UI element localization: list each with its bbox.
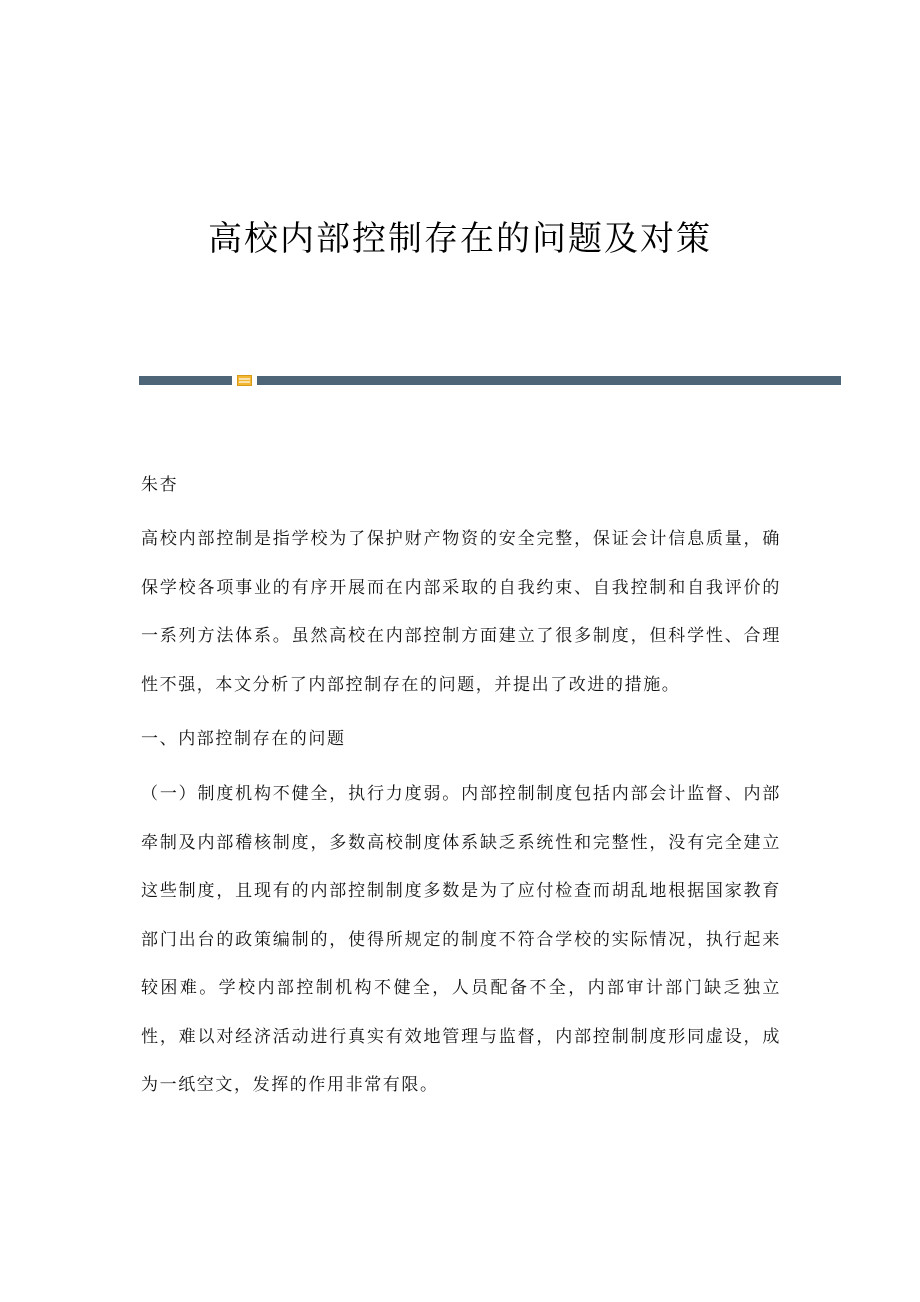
divider-bar-left xyxy=(139,376,232,385)
body-paragraph: （一）制度机构不健全，执行力度弱。内部控制制度包括内部会计监督、内部牵制及内部稽核制度，多数高校制度体系缺乏系统性和完整性，没有完全建立这些制度，且现有的内部控制制度多数是为了应付检查而胡乱地根据国家教育部门出台的政策编制的，使得所规定的制度不符合学校的实际情况，执行起来较困难。学校内部控制机构不健全，人员配备不全，内部审计部门缺乏独立性，难以对经济活动进行真实有效地管理与监督，内部控制制度形同虚设，成为一纸空文，发挥的作用非常有限。 xyxy=(141,784,781,1095)
envelope-ornament-icon xyxy=(237,375,252,386)
abstract-paragraph: 高校内部控制是指学校为了保护财产物资的安全完整，保证会计信息质量，确保学校各项事业的有序开展而在内部采取的自我约束、自我控制和自我评价的一系列方法体系。虽然高校在内部控制方面建立了很多制度，但科学性、合理性不强，本文分析了内部控制存在的问题，并提出了改进的措施。 xyxy=(141,529,781,695)
section-heading: 一、内部控制存在的问题 xyxy=(141,729,346,749)
title-divider xyxy=(139,374,841,388)
document-title: 高校内部控制存在的问题及对策 xyxy=(208,219,712,259)
author-name: 朱杏 xyxy=(141,475,179,495)
divider-bar-right xyxy=(257,376,841,385)
